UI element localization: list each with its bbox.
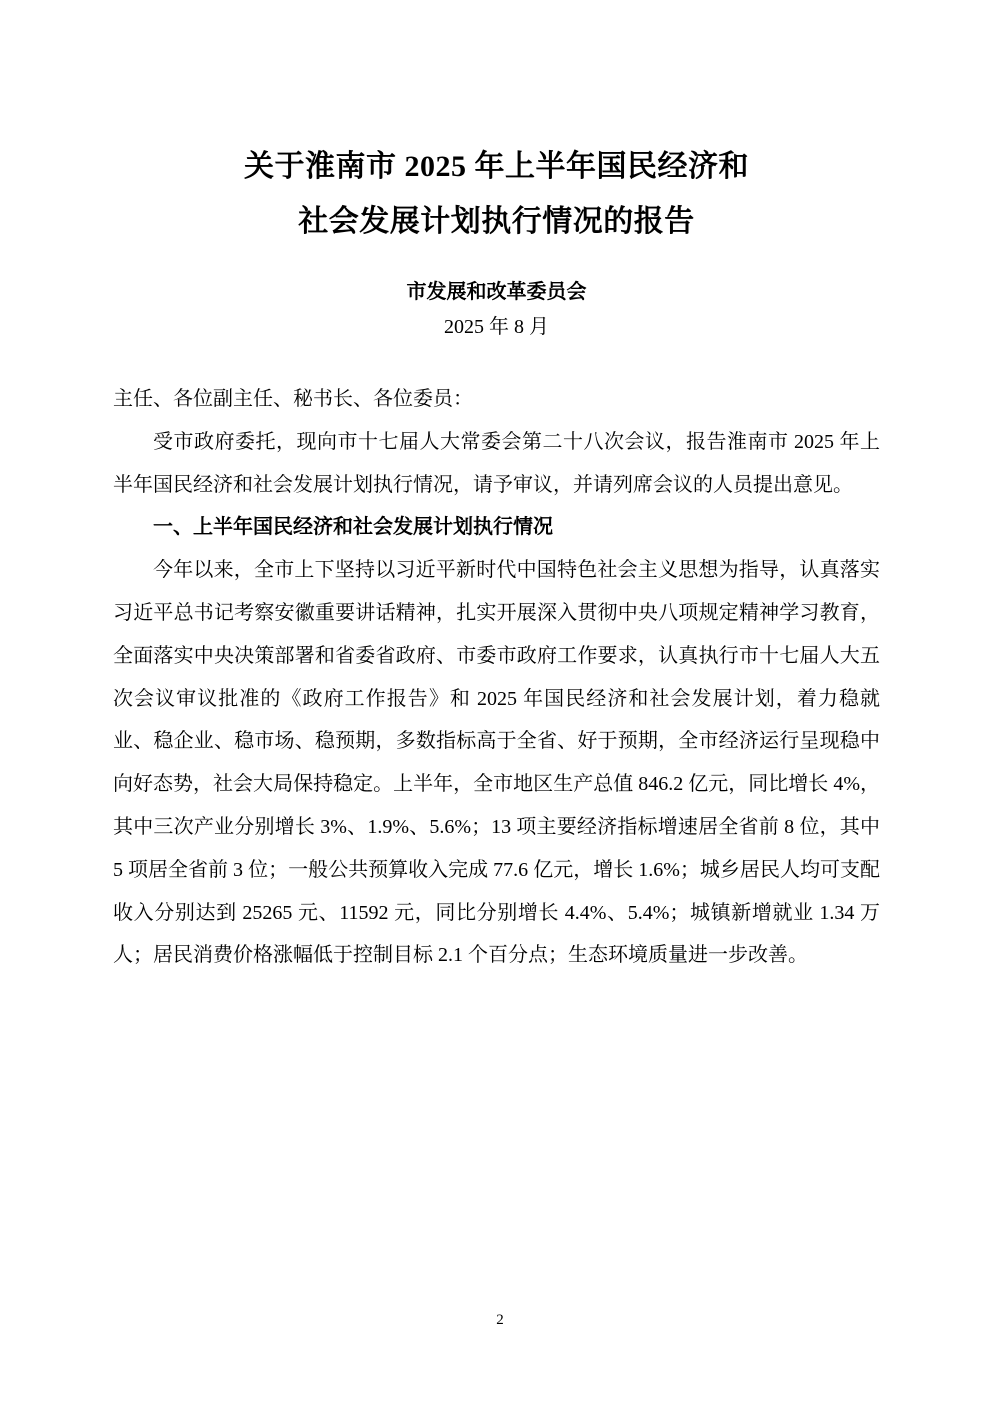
page-number: 2	[496, 1312, 504, 1328]
byline-organization: 市发展和改革委员会	[406, 281, 587, 303]
document-title-line-1: 关于淮南市 2025 年上半年国民经济和	[244, 150, 749, 183]
document-body	[113, 378, 880, 977]
overview-paragraph: 今年以来，全市上下坚持以习近平新时代中国特色社会主义思想为指导，认真落实习近平总书记考察安徽重要讲话精神，扎实开展深入贯彻中央八项规定精神学习教育，全面落实中央决策部署和省委省政府、市委市政府工作要求，认真执行市十七届人大五次会议审议批准的《政府工作报告》和 2025 年国民经济和社会发展计划，着力稳就业、稳企业、稳市场、稳预期，多数指标高于全省、好于预期，全市经济运行呈现稳中向好态势，社会大局保持稳定。上半年，全市地区生产总值 846.2 亿元，同比增长 4%，其中三次产业分别增长 3%、1.9%、5.6%；13 项主要经济指标增速居全省前 8 位，其中 5 项居全省前 3 位；一般公共预算收入完成 77.6 亿元，增长 1.6%；城乡居民人均可支配收入分别达到 25265 元、11592 元，同比分别增长 4.4%、5.4%；城镇新增就业 1.34 万人；居民消费价格涨幅低于控制目标 2.1 个百分点；生态环境质量进一步改善。	[113, 559, 880, 967]
salutation-line: 主任、各位副主任、秘书长、各位委员：	[113, 388, 473, 410]
document-title	[113, 139, 880, 249]
document-date: 2025 年 8 月	[444, 316, 549, 338]
document-title-line-2: 社会发展计划执行情况的报告	[298, 205, 695, 238]
intro-paragraph: 受市政府委托，现向市十七届人大常委会第二十八次会议，报告淮南市 2025 年上半年国民经济和社会发展计划执行情况，请予审议，并请列席会议的人员提出意见。	[113, 430, 880, 496]
section-heading-1: 一、上半年国民经济和社会发展计划执行情况	[153, 516, 553, 539]
